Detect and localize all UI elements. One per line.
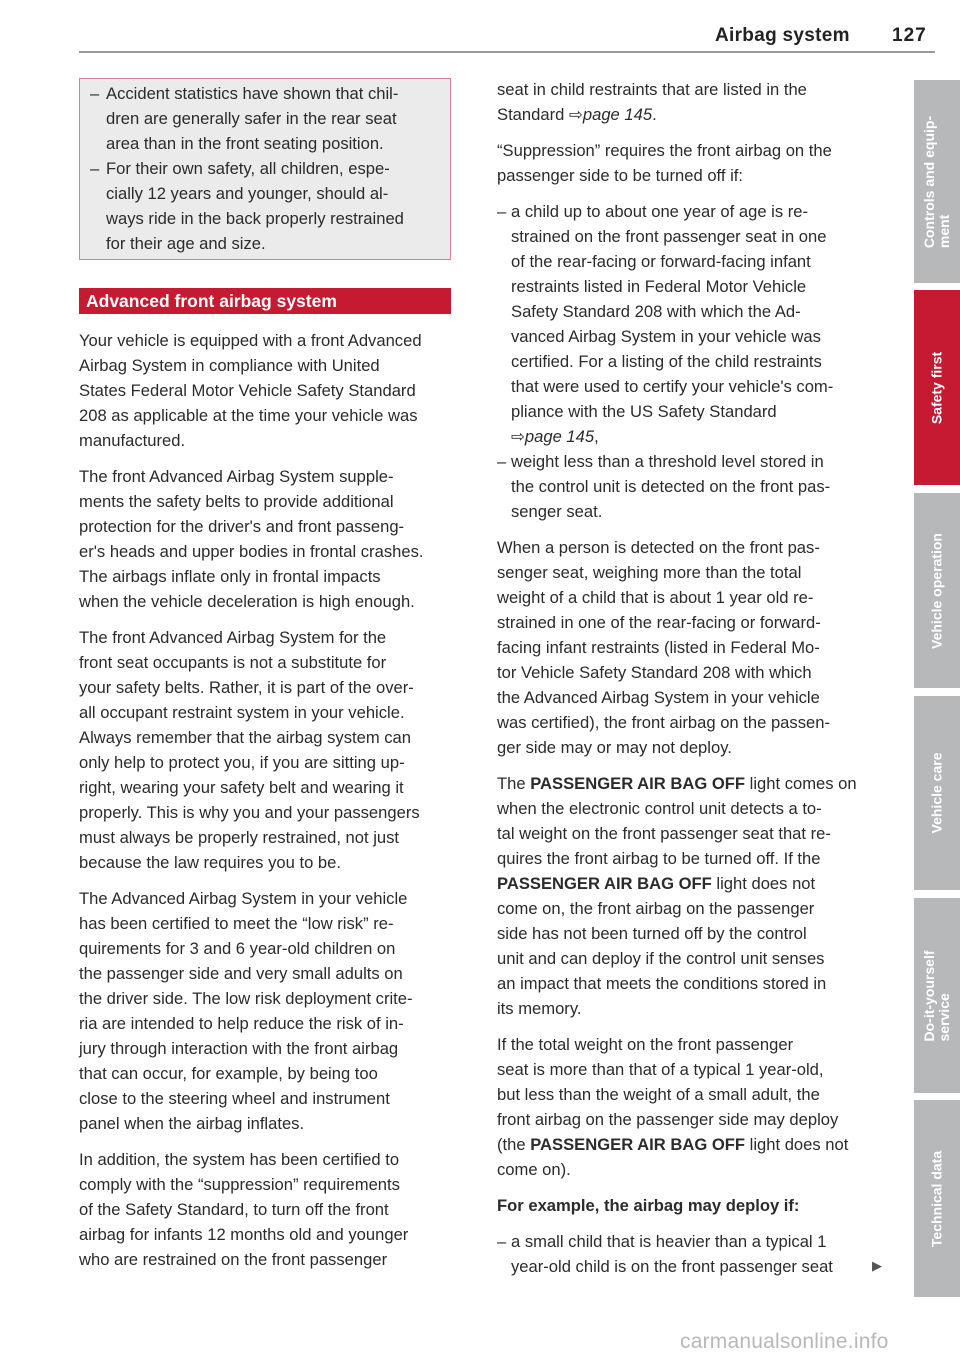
- page-number: 127: [892, 25, 927, 46]
- text-line: ger side may or may not deploy.: [497, 737, 732, 757]
- text-line: unit and can deploy if the control unit senses: [497, 948, 825, 968]
- text-line: tal weight on the front passenger seat that re-: [497, 823, 831, 843]
- text-line: weight less than a threshold level stored in: [511, 451, 824, 471]
- text-line: because the law requires you to be.: [79, 853, 341, 872]
- text-line: The Advanced Airbag System in your vehicle: [79, 889, 408, 908]
- suppression-list: [497, 199, 877, 524]
- text-line: restraints listed in Federal Motor Vehicle: [511, 276, 807, 296]
- text-line: manufactured.: [79, 431, 186, 450]
- text-line: cially 12 years and younger, should al-: [106, 183, 389, 203]
- text-line: come on, the front airbag on the passenger: [497, 898, 815, 918]
- text-line: of the rear-facing or forward-facing infant: [511, 251, 811, 271]
- text-line: [497, 102, 877, 127]
- text-line: [497, 871, 877, 896]
- text-line: dren are generally safer in the rear seat: [106, 108, 397, 128]
- text-line: The front Advanced Airbag System supple-: [79, 467, 394, 486]
- text-line: the Advanced Airbag System in your vehicle: [497, 687, 820, 707]
- text-line: quires the front airbag to be turned off. If the: [497, 848, 821, 868]
- text-line: Your vehicle is equipped with a front Advanced: [79, 331, 422, 350]
- text-segment: ,: [594, 426, 599, 446]
- text-line: certified. For a listing of the child restraints: [511, 351, 822, 371]
- example-heading: For example, the airbag may deploy if:: [497, 1195, 800, 1215]
- warning-box: [79, 78, 451, 260]
- section-heading: Advanced front airbag system: [79, 288, 451, 314]
- text-line: “Suppression” requires the front airbag on the: [497, 140, 832, 160]
- paragraph: [79, 464, 459, 614]
- text-line: facing infant restraints (listed in Federal Mo-: [497, 637, 820, 657]
- text-line: ria are intended to help reduce the risk of in-: [79, 1014, 404, 1033]
- text-line: your safety belts. Rather, it is part of the over-: [79, 678, 414, 697]
- text-line: was certified), the front airbag on the passen-: [497, 712, 830, 732]
- text-line: In addition, the system has been certified to: [79, 1150, 400, 1169]
- paragraph: [497, 138, 877, 188]
- text-line: a small child that is heavier than a typical 1: [511, 1231, 827, 1251]
- list-item: [497, 1229, 877, 1279]
- text-line: quirements for 3 and 6 year-old children on: [79, 939, 396, 958]
- side-tab[interactable]: [914, 898, 960, 1093]
- text-segment: light comes on: [745, 773, 857, 793]
- text-line: side has not been turned off by the control: [497, 923, 807, 943]
- text-segment: .: [652, 104, 657, 124]
- text-line: close to the steering wheel and instrument: [79, 1089, 390, 1108]
- side-tab-label: Technical data: [928, 1150, 945, 1247]
- text-line: ments the safety belts to provide additional: [79, 492, 394, 511]
- side-tab-label: Vehicle operation: [928, 532, 945, 649]
- text-line: right, wearing your safety belt and wearing it: [79, 778, 404, 797]
- side-tab[interactable]: [914, 290, 960, 485]
- bold-text: PASSENGER AIR BAG OFF: [497, 873, 712, 893]
- list-dash: –: [497, 201, 507, 221]
- text-segment: light does not: [745, 1134, 849, 1154]
- text-line: weight of a child that is about 1 year old re-: [497, 587, 814, 607]
- text-line: seat in child restraints that are listed in the: [497, 79, 807, 99]
- text-line: States Federal Motor Vehicle Safety Standard: [79, 381, 416, 400]
- text-segment: (the: [497, 1134, 531, 1154]
- paragraph: [497, 535, 877, 760]
- side-tab[interactable]: [914, 1100, 960, 1297]
- text-segment: light does not: [711, 873, 816, 893]
- text-line: The airbags inflate only in frontal impacts: [79, 567, 381, 586]
- chapter-title: Airbag system: [715, 25, 850, 46]
- text-line: when the vehicle deceleration is high enough.: [79, 592, 415, 611]
- text-line: senger seat.: [511, 501, 603, 521]
- side-tab-label: Do-it-yourself service: [921, 950, 952, 1041]
- text-line: an impact that meets the conditions stored in: [497, 973, 827, 993]
- list-dash: –: [90, 158, 100, 178]
- continued-arrow-icon: ▶: [872, 1258, 882, 1273]
- bold-text: PASSENGER AIR BAG OFF: [530, 773, 746, 793]
- paragraph: [79, 886, 459, 1136]
- text-line: For their own safety, all children, espe-: [106, 158, 390, 178]
- text-line: airbag for infants 12 months old and younger: [79, 1225, 409, 1244]
- text-line: that can occur, for example, by being too: [79, 1064, 378, 1083]
- text-line: If the total weight on the front passenger: [497, 1034, 794, 1054]
- text-line: ways ride in the back properly restrained: [106, 208, 404, 228]
- text-line: strained in one of the rear-facing or forward-: [497, 612, 821, 632]
- side-tab[interactable]: [914, 80, 960, 283]
- text-line: the control unit is detected on the front pas-: [511, 476, 831, 496]
- text-line: the driver side. The low risk deployment crite-: [79, 989, 413, 1008]
- text-line: must always be properly restrained, not just: [79, 828, 400, 847]
- text-line: year-old child is on the front passenger seat: [511, 1256, 833, 1276]
- text-line: of the Safety Standard, to turn off the front: [79, 1200, 389, 1219]
- watermark: carmanualsonline.info: [680, 1330, 889, 1353]
- text-line: panel when the airbag inflates.: [79, 1114, 305, 1133]
- text-line: strained on the front passenger seat in one: [511, 226, 827, 246]
- text-line: [511, 424, 877, 449]
- text-line: vanced Airbag System in your vehicle was: [511, 326, 821, 346]
- text-line: a child up to about one year of age is re-: [511, 201, 809, 221]
- text-line: has been certified to meet the “low risk” re-: [79, 914, 394, 933]
- paragraph: [79, 1147, 459, 1272]
- paragraph: [497, 77, 877, 127]
- text-line: 208 as applicable at the time your vehicle was: [79, 406, 418, 425]
- text-line: senger seat, weighing more than the total: [497, 562, 802, 582]
- text-line: only help to protect you, if you are sitting up-: [79, 753, 405, 772]
- text-line: er's heads and upper bodies in frontal crashes.: [79, 542, 424, 561]
- text-line: properly. This is why you and your passengers: [79, 803, 420, 822]
- text-line: Safety Standard 208 with which the Ad-: [511, 301, 801, 321]
- header-rule: [79, 51, 935, 53]
- bold-text: PASSENGER AIR BAG OFF: [530, 1134, 746, 1154]
- list-item: [80, 81, 450, 156]
- list-item: [80, 156, 450, 256]
- text-line: tor Vehicle Safety Standard 208 with which: [497, 662, 812, 682]
- text-line: come on).: [497, 1159, 571, 1179]
- text-line: [497, 1132, 877, 1157]
- text-line: but less than the weight of a small adult, the: [497, 1084, 820, 1104]
- text-line: seat is more than that of a typical 1 year-old,: [497, 1059, 824, 1079]
- text-line: that were used to certify your vehicle's com-: [511, 376, 834, 396]
- text-line: Airbag System in compliance with United: [79, 356, 380, 375]
- text-segment: ⇨: [511, 426, 525, 446]
- example-list: [497, 1229, 877, 1279]
- text-line: passenger side to be turned off if:: [497, 165, 743, 185]
- text-line: when the electronic control unit detects a to-: [497, 798, 822, 818]
- text-line: pliance with the US Safety Standard: [511, 401, 777, 421]
- list-dash: –: [90, 83, 100, 103]
- text-line: the passenger side and very small adults on: [79, 964, 403, 983]
- page-reference-link[interactable]: page 145: [582, 104, 653, 124]
- text-line: front seat occupants is not a substitute for: [79, 653, 387, 672]
- paragraph: [79, 328, 459, 453]
- paragraph: [497, 771, 877, 1021]
- text-line: When a person is detected on the front pas-: [497, 537, 820, 557]
- list-item: [497, 449, 877, 524]
- side-tab-label: Safety first: [928, 351, 945, 424]
- list-dash: –: [497, 451, 507, 471]
- left-column: [79, 78, 459, 1272]
- side-tab-label: Controls and equip- ment: [921, 115, 952, 248]
- paragraph: [497, 1032, 877, 1182]
- list-dash: –: [497, 1231, 507, 1251]
- text-segment: Standard ⇨: [497, 104, 583, 124]
- paragraph: [79, 625, 459, 875]
- text-line: [497, 771, 877, 796]
- text-line: Accident statistics have shown that chil-: [106, 83, 399, 103]
- text-line: protection for the driver's and front passeng-: [79, 517, 405, 536]
- text-line: for their age and size.: [106, 233, 266, 253]
- side-tab-label: Vehicle care: [928, 752, 945, 834]
- page-reference-link[interactable]: page 145: [524, 426, 595, 446]
- side-tab[interactable]: [914, 493, 960, 688]
- text-line: comply with the “suppression” requirements: [79, 1175, 400, 1194]
- text-line: front airbag on the passenger side may deploy: [497, 1109, 839, 1129]
- text-line: all occupant restraint system in your vehicle.: [79, 703, 405, 722]
- text-segment: The: [497, 773, 531, 793]
- side-tab[interactable]: [914, 696, 960, 890]
- text-line: jury through interaction with the front airbag: [79, 1039, 399, 1058]
- text-line: area than in the front seating position.: [106, 133, 384, 153]
- right-column: [497, 77, 877, 1279]
- text-line: who are restrained on the front passenger: [79, 1250, 388, 1269]
- text-line: Always remember that the airbag system can: [79, 728, 412, 747]
- text-line: The front Advanced Airbag System for the: [79, 628, 387, 647]
- text-line: its memory.: [497, 998, 582, 1018]
- list-item: [497, 199, 877, 449]
